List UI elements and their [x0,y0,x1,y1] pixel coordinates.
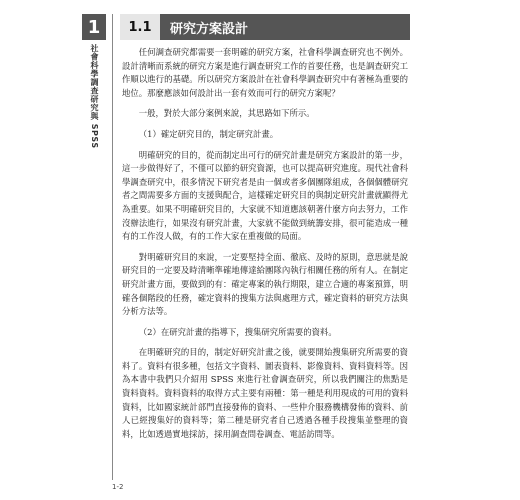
section-header [120,14,410,40]
chapter-number-tab [82,14,106,40]
chapter-vertical-title: 社會科學調查研究與 SPSS [90,44,99,149]
margin-rule [112,14,113,480]
page-number: 1-2 [112,483,124,491]
chapter-number: 1 [87,16,101,38]
paragraph-approach: 一般，對於大部分案例來說，其思路如下所示。 [138,108,315,119]
paragraph-step-1-detail: 明確研究的目的，從而制定出可行的研究計畫是研究方案設計的第一步，這一步做得好了，不僅可以節約研究資源，也可以提高研究進度。現代社會科學調查研究中，很多情況下研究者是由一個或者多個團隊組成，各個個體研究者之間需要多方面的支援與配合，這樣確定研究目的與制定研究計畫就顯得尤為重要。如果不明確研究目的，大家就不知道應該朝著什麼方向去努力，工作沒辦法進行，如果沒有研究計畫，大家就不能做到統籌安排，很可能造成一種有的工作沒人做，有的工作大家在重複做的局面。 [122,149,408,242]
section-title: 研究方案設計 [160,14,410,40]
step-2-heading: （2）在研究計畫的指導下，搜集研究所需要的資料。 [138,326,337,337]
paragraph-step-1-principles: 對明確研究目的來說，一定要堅持全面、徹底、及時的原則，意思就是說研究目的一定要及時清晰準確地傳達給團隊內執行相關任務的所有人。在制定研究計畫方面，要做到的有：確定專案的執行期限，建立合適的專案預算，明確各個階段的任務，確定資料的搜集方法與處理方式，確定資料的研究方法與分析方法等。 [122,251,408,317]
step-1-heading: （1）確定研究目的，制定研究計畫。 [138,128,279,139]
body-text [122,46,408,448]
paragraph-step-2-detail: 在明確研究的目的，制定好研究計畫之後，就要開始搜集研究所需要的資料了。資料有很多種，包括文字資料、圖表資料、影像資料、資料資料等。因為本書中我們只介紹用 SPSS 來進行社會調查研究，所以我們關注的焦點是資料資料。資料資料的取得方式主要有兩種：第一種是利用現成的可用的資料資料，比如國家統計部門直接發佈的資料、一些仲介服務機構發佈的資料、前人已經搜集好的資料等；第二種是研究者自己透過各種手段搜集並整理的資料，比如透過實地採訪，採用調查問卷調查、電話訪問等。 [122,347,408,439]
paragraph-intro: 任何調查研究都需要一套明確的研究方案，社會科學調查研究也不例外。設計清晰而系統的研究方案是進行調查研究工作的首要任務，也是調查研究工作順以進行的基礎。所以研究方案設計在社會科學調查研究中有著極為重要的地位。那麼應該如何設計出一套有效而可行的研究方案呢？ [122,47,408,98]
section-number: 1.1 [120,14,160,40]
